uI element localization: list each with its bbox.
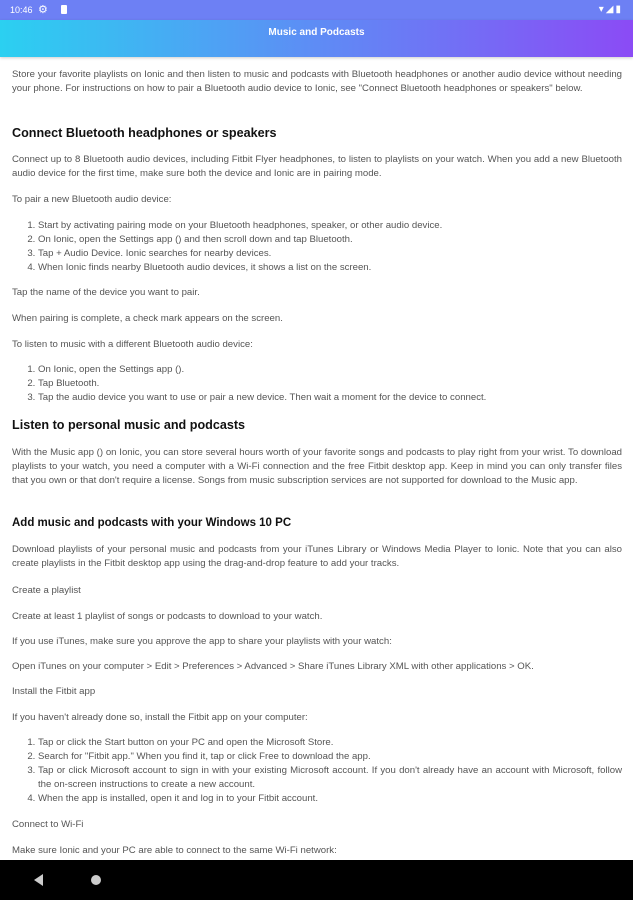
pairing-complete-text: When pairing is complete, a check mark appears on the screen. — [12, 313, 283, 324]
pair-intro: To pair a new Bluetooth audio device: — [12, 194, 172, 205]
itunes-path: Open iTunes on your computer > Edit > Preferences > Advanced > Share iTunes Library XML with other applications > OK. — [12, 661, 534, 672]
list-item: 1. Tap or click the Start button on your PC and open the Microsoft Store. — [38, 736, 622, 750]
status-time: 10:46 — [10, 5, 33, 15]
back-icon[interactable] — [34, 874, 43, 886]
heading-listen: Listen to personal music and podcasts — [12, 418, 246, 432]
install-steps — [12, 736, 622, 806]
list-item: 3. Tap or click Microsoft account to sign in with your existing Microsoft account. If you don't already have an account with Microsoft, follow the on-screen instructions to create a new account. — [38, 764, 622, 792]
pair-steps — [12, 219, 622, 275]
different-device-steps — [12, 363, 622, 405]
list-item: 2. Tap Bluetooth. — [38, 377, 622, 391]
list-item: 2. On Ionic, open the Settings app () and then scroll down and tap Bluetooth. — [38, 233, 622, 247]
wifi-text: Make sure Ionic and your PC are able to connect to the same Wi-Fi network: — [12, 845, 337, 856]
list-item: 4. When the app is installed, open it and log in to your Fitbit account. — [38, 792, 622, 806]
wifi-signal-battery-icons: ▾◢▮ — [598, 4, 623, 15]
status-bar — [0, 0, 633, 20]
connect-paragraph: Connect up to 8 Bluetooth audio devices, including Fitbit Flyer headphones, to listen to playlists on your watch. When you add a new Bluetooth audio device for the first time, make sure both the device and Ionic are in pairing mode. — [12, 154, 622, 179]
create-playlist-title: Create a playlist — [12, 585, 81, 596]
heading-connect-bluetooth: Connect Bluetooth headphones or speakers — [12, 126, 277, 140]
list-item: 1. On Ionic, open the Settings app (). — [38, 363, 622, 377]
list-item: 4. When Ionic finds nearby Bluetooth audio devices, it shows a list on the screen. — [38, 261, 622, 275]
intro-paragraph: Store your favorite playlists on Ionic and then listen to music and podcasts with Bluetooth headphones or another audio device without needing your phone. For instructions on how to pair a Bluetooth audio device to Ionic, see "Connect Bluetooth headphones or speakers" below. — [12, 69, 622, 94]
list-item: 3. Tap the audio device you want to use or pair a new device. Then wait a moment for the device to connect. — [38, 391, 622, 405]
listen-paragraph: With the Music app () on Ionic, you can store several hours worth of your favorite songs and podcasts to play right from your wrist. To download playlists to your watch, you need a computer with a Wi-Fi connection and the free Fitbit desktop app. Keep in mind you can only transfer files that you own or that don't require a license. Songs from music subscription services are not supported for download to the Music app. — [12, 447, 622, 486]
install-intro: If you haven't already done so, install the Fitbit app on your computer: — [12, 712, 308, 723]
sd-card-icon — [61, 5, 67, 14]
list-item: 1. Start by activating pairing mode on your Bluetooth headphones, speaker, or other audio device. — [38, 219, 622, 233]
heading-windows: Add music and podcasts with your Windows 10 PC — [12, 517, 292, 529]
page-title: Music and Podcasts — [268, 27, 365, 38]
different-device-intro: To listen to music with a different Bluetooth audio device: — [12, 339, 253, 350]
install-title: Install the Fitbit app — [12, 686, 96, 697]
home-icon[interactable] — [91, 875, 101, 885]
create-playlist-text: Create at least 1 playlist of songs or podcasts to download to your watch. — [12, 611, 323, 622]
list-item: 3. Tap + Audio Device. Ionic searches for nearby devices. — [38, 247, 622, 261]
itunes-text: If you use iTunes, make sure you approve the app to share your playlists with your watch: — [12, 636, 392, 647]
app-bar — [0, 20, 633, 57]
windows-paragraph: Download playlists of your personal music and podcasts from your iTunes Library or Windows Media Player to Ionic. Note that you can also create playlists in the Fitbit desktop app using the drag-and-drop feature to add your tracks. — [12, 544, 622, 569]
navigation-bar — [0, 860, 633, 900]
list-item: 2. Search for "Fitbit app." When you find it, tap or click Free to download the app. — [38, 750, 622, 764]
tap-name-text: Tap the name of the device you want to pair. — [12, 287, 200, 298]
settings-notification-icon: ⚙ — [38, 4, 48, 16]
wifi-title: Connect to Wi-Fi — [12, 819, 84, 830]
